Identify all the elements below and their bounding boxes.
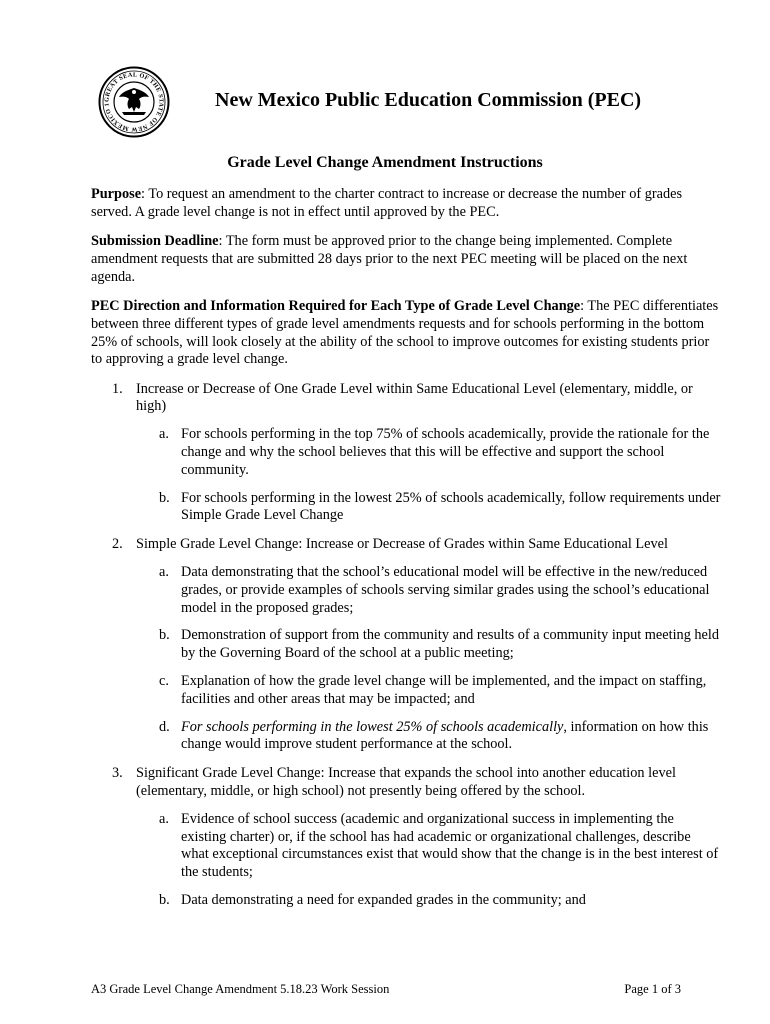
- page-number: Page 1 of 3: [624, 982, 681, 996]
- list-item: a. For schools performing in the top 75% of schools academically, provide the rationale for the change and why the school believes that this will be effective and support the school community.: [159, 426, 710, 478]
- sub-list: [136, 564, 721, 754]
- list-item: 1. Increase or Decrease of One Grade Level within Same Educational Level (elementary, middle, or high) a. For schools performing in the top 75% of schools academically, provide the rationale for the change and why the school believes that this will be effective and support the school community. b. For schools performing in the lowest 25% of schools academically, follow requirements under Simple Grade Level Change: [112, 380, 721, 524]
- list-item: a. Data demonstrating that the school’s educational model will be effective in the new/reduced grades, or provide examples of schools serving similar grades using the school’s educational model in the proposed grades;: [159, 564, 710, 616]
- svg-text:GREAT SEAL OF THE STATE OF NEW: GREAT SEAL OF THE STATE OF NEW MEXICO 1: [103, 71, 165, 133]
- page-title: New Mexico Public Education Commission (PEC): [215, 89, 642, 111]
- purpose-paragraph: Purpose: To request an amendment to the charter contract to increase or decrease the number of grades served. A grade level change is not in effect until approved by the PEC.: [91, 186, 683, 220]
- list-item: 3. Significant Grade Level Change: Increase that expands the school into another education level (elementary, middle, or high school) not presently being offered by the school. a. Evidence of school success (academic and organizational success in implementing the existing charter) or, if the school has had academic or organizational challenges, describe what exceptional circumstances exist that would show that the change is in the best interest of the students; b. Data demonstrating a need for expanded grades in the community; and: [91, 765, 721, 910]
- grade-change-types-list: [91, 381, 721, 910]
- footer-document-label: A3 Grade Level Change Amendment 5.18.23 Work Session: [91, 982, 390, 996]
- list-item: b. Demonstration of support from the community and results of a community input meeting held by the Governing Board of the school at a public meeting;: [159, 627, 720, 662]
- document-title: Grade Level Change Amendment Instructions: [227, 154, 543, 171]
- list-item: a. Evidence of school success (academic and organizational success in implementing the existing charter) or, if the school has had academic or organizational challenges, describe what exceptional circumstances exist that would show that the change is in the best interest of the students;: [159, 810, 719, 881]
- list-item: b. For schools performing in the lowest 25% of schools academically, follow requirements under Simple Grade Level Change: [159, 489, 721, 524]
- list-item: b. Data demonstrating a need for expanded grades in the community; and: [159, 892, 586, 908]
- state-seal-logo: [98, 66, 170, 138]
- sub-list: [136, 811, 721, 910]
- list-item: 2. Simple Grade Level Change: Increase or Decrease of Grades within Same Educational Level a. Data demonstrating that the school’s educational model will be effective in the new/reduced grades, or provide examples of schools serving similar grades using the school’s educational model in the proposed grades; b. Demonstration of support from the community and results of a community input meeting held by the Governing Board of the school at a public meeting; c. Explanation of how the grade level change will be implemented, and the impact on staffing, facilities and other areas that may be impacted; and d. For schools performing in the lowest 25% of schools academically, information on how this change would improve student performance at the school.: [112, 536, 720, 753]
- document-body: [91, 186, 721, 921]
- direction-paragraph: PEC Direction and Information Required for Each Type of Grade Level Change: The PEC differentiates between three different types of grade level amendments requests and for schools performing in the bottom 25% of schools, will look closely at the ability of the school to improve outcomes for existing students prior to approving a grade level change.: [91, 297, 719, 368]
- deadline-paragraph: Submission Deadline: The form must be approved prior to the change being implemented. Complete amendment requests that are submitted 28 days prior to the next PEC meeting will be placed on the next agenda.: [91, 233, 688, 285]
- list-item: c. Explanation of how the grade level change will be implemented, and the impact on staffing, facilities and other areas that may be impacted; and: [159, 673, 707, 707]
- sub-list: [136, 426, 721, 525]
- list-item: d. For schools performing in the lowest 25% of schools academically, information on how this change would improve student performance at the school.: [159, 718, 709, 753]
